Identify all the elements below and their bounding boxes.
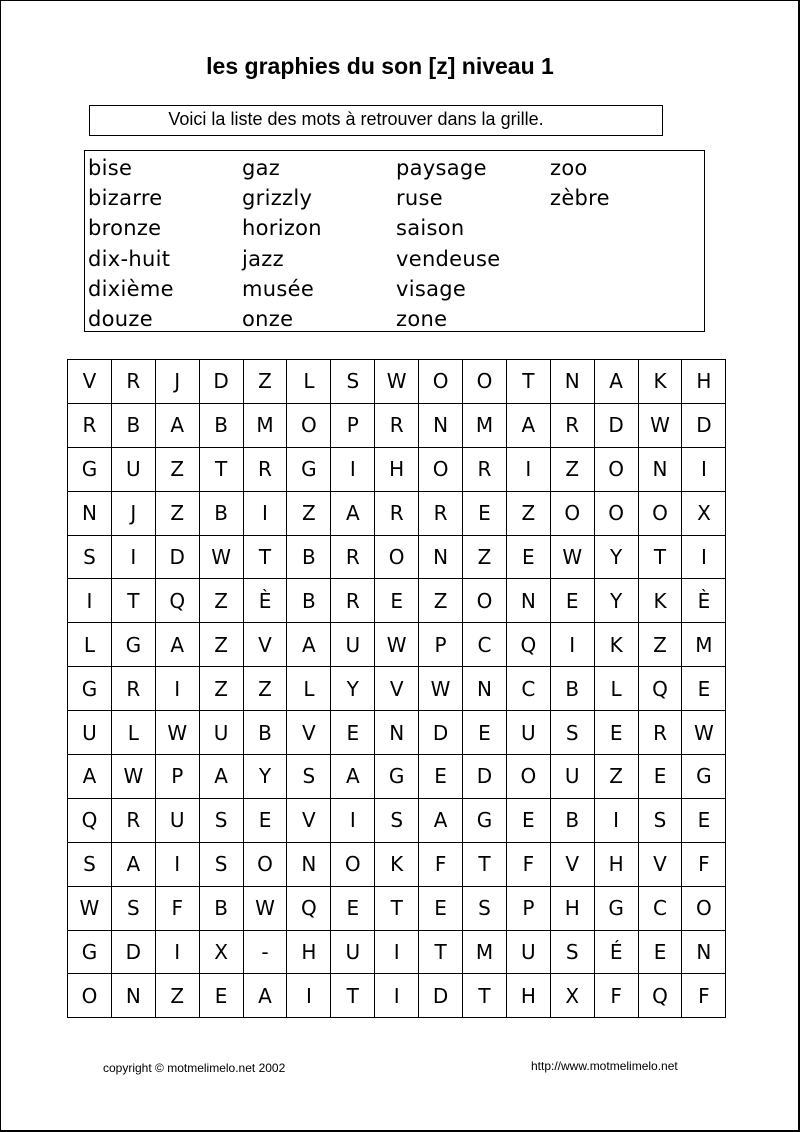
grid-cell[interactable]: I bbox=[287, 974, 331, 1018]
grid-cell[interactable]: F bbox=[682, 842, 726, 886]
grid-cell[interactable]: S bbox=[68, 842, 112, 886]
word-list bbox=[84, 150, 705, 332]
grid-cell[interactable]: A bbox=[594, 360, 638, 404]
grid-cell[interactable]: U bbox=[155, 798, 199, 842]
word-list-item: douze bbox=[88, 306, 153, 331]
grid-cell[interactable]: N bbox=[419, 535, 463, 579]
grid-cell[interactable]: È bbox=[682, 579, 726, 623]
grid-cell[interactable]: U bbox=[506, 711, 550, 755]
word-list-item: zoo bbox=[550, 156, 588, 180]
grid-cell[interactable]: Q bbox=[506, 623, 550, 667]
grid-cell[interactable]: B bbox=[243, 711, 287, 755]
grid-cell[interactable]: S bbox=[111, 886, 155, 930]
grid-row bbox=[68, 974, 726, 1018]
grid-cell[interactable]: Z bbox=[155, 974, 199, 1018]
grid-cell[interactable]: W bbox=[111, 755, 155, 799]
grid-cell[interactable]: È bbox=[243, 579, 287, 623]
word-list-item: bronze bbox=[88, 216, 162, 241]
copyright-notice: copyright © motmelimelo.net 2002 bbox=[103, 1061, 286, 1075]
grid-cell[interactable]: U bbox=[331, 930, 375, 974]
grid-cell[interactable]: K bbox=[594, 623, 638, 667]
grid-cell[interactable]: N bbox=[375, 711, 419, 755]
grid-row bbox=[68, 798, 726, 842]
grid-cell[interactable]: J bbox=[111, 491, 155, 535]
grid-cell[interactable]: G bbox=[68, 930, 112, 974]
grid-cell[interactable]: E bbox=[419, 886, 463, 930]
grid-cell[interactable]: A bbox=[111, 842, 155, 886]
grid-cell[interactable]: K bbox=[638, 579, 682, 623]
grid-cell[interactable]: E bbox=[506, 798, 550, 842]
grid-cell[interactable]: N bbox=[463, 667, 507, 711]
grid-cell[interactable]: B bbox=[111, 403, 155, 447]
word-list-column bbox=[550, 153, 610, 213]
grid-cell[interactable]: S bbox=[550, 930, 594, 974]
grid-cell[interactable]: A bbox=[68, 755, 112, 799]
grid-cell[interactable]: E bbox=[506, 535, 550, 579]
grid-cell[interactable]: E bbox=[243, 798, 287, 842]
grid-row bbox=[68, 667, 726, 711]
grid-cell[interactable]: W bbox=[155, 711, 199, 755]
grid-cell[interactable]: N bbox=[550, 360, 594, 404]
grid-cell[interactable]: W bbox=[638, 403, 682, 447]
grid-cell[interactable]: I bbox=[331, 447, 375, 491]
grid-cell[interactable]: K bbox=[638, 360, 682, 404]
word-list-item: musée bbox=[242, 276, 315, 301]
page-title: les graphies du son [z] niveau 1 bbox=[206, 53, 554, 79]
grid-cell[interactable]: W bbox=[375, 360, 419, 404]
grid-cell[interactable]: W bbox=[419, 667, 463, 711]
grid-cell[interactable]: I bbox=[155, 842, 199, 886]
grid-cell[interactable]: Z bbox=[287, 491, 331, 535]
grid-cell[interactable]: Z bbox=[199, 579, 243, 623]
grid-cell[interactable]: B bbox=[287, 535, 331, 579]
grid-cell[interactable]: L bbox=[68, 623, 112, 667]
grid-cell[interactable]: D bbox=[155, 535, 199, 579]
grid-cell[interactable]: D bbox=[111, 930, 155, 974]
grid-cell[interactable]: S bbox=[375, 798, 419, 842]
word-list-item: zèbre bbox=[550, 186, 610, 211]
grid-cell[interactable]: I bbox=[594, 798, 638, 842]
grid-cell[interactable]: Z bbox=[419, 579, 463, 623]
grid-cell[interactable]: G bbox=[68, 667, 112, 711]
grid-cell[interactable]: I bbox=[375, 974, 419, 1018]
grid-cell[interactable]: U bbox=[111, 447, 155, 491]
grid-cell[interactable]: N bbox=[506, 579, 550, 623]
grid-cell[interactable]: T bbox=[506, 360, 550, 404]
grid-cell[interactable]: D bbox=[199, 360, 243, 404]
grid-cell[interactable]: S bbox=[68, 535, 112, 579]
grid-cell[interactable]: H bbox=[506, 974, 550, 1018]
grid-cell[interactable]: R bbox=[550, 403, 594, 447]
grid-cell[interactable]: X bbox=[199, 930, 243, 974]
word-list-column bbox=[396, 153, 500, 334]
grid-cell[interactable]: U bbox=[506, 930, 550, 974]
grid-cell[interactable]: F bbox=[682, 974, 726, 1018]
grid-cell[interactable]: O bbox=[463, 579, 507, 623]
grid-cell[interactable]: E bbox=[594, 711, 638, 755]
grid-cell[interactable]: T bbox=[243, 535, 287, 579]
grid-cell[interactable]: T bbox=[419, 930, 463, 974]
grid-cell[interactable]: U bbox=[331, 623, 375, 667]
grid-cell[interactable]: V bbox=[287, 798, 331, 842]
grid-cell[interactable]: E bbox=[682, 667, 726, 711]
grid-cell[interactable]: T bbox=[375, 886, 419, 930]
grid-cell[interactable]: R bbox=[243, 447, 287, 491]
grid-row bbox=[68, 360, 726, 404]
grid-cell[interactable]: R bbox=[638, 711, 682, 755]
grid-row bbox=[68, 535, 726, 579]
grid-cell[interactable]: Q bbox=[68, 798, 112, 842]
grid-cell[interactable]: I bbox=[243, 491, 287, 535]
grid-cell[interactable]: E bbox=[550, 579, 594, 623]
word-list-item: gaz bbox=[242, 156, 281, 180]
grid-cell[interactable]: P bbox=[419, 623, 463, 667]
grid-cell[interactable]: I bbox=[155, 667, 199, 711]
grid-cell[interactable]: Z bbox=[638, 623, 682, 667]
grid-cell[interactable]: N bbox=[287, 842, 331, 886]
grid-cell[interactable]: S bbox=[199, 842, 243, 886]
grid-cell[interactable]: I bbox=[682, 447, 726, 491]
grid-cell[interactable]: S bbox=[199, 798, 243, 842]
grid-cell[interactable]: M bbox=[463, 403, 507, 447]
word-list-item: horizon bbox=[242, 216, 322, 241]
grid-cell[interactable]: R bbox=[331, 535, 375, 579]
grid-cell[interactable]: K bbox=[375, 842, 419, 886]
grid-cell[interactable]: X bbox=[682, 491, 726, 535]
grid-cell[interactable]: E bbox=[463, 711, 507, 755]
grid-cell[interactable]: N bbox=[111, 974, 155, 1018]
grid-cell[interactable]: Z bbox=[463, 535, 507, 579]
grid-cell[interactable]: T bbox=[331, 974, 375, 1018]
grid-cell[interactable]: I bbox=[550, 623, 594, 667]
grid-cell[interactable]: C bbox=[506, 667, 550, 711]
grid-cell[interactable]: Z bbox=[594, 755, 638, 799]
grid-cell[interactable]: W bbox=[682, 711, 726, 755]
grid-cell[interactable]: L bbox=[594, 667, 638, 711]
grid-cell[interactable]: L bbox=[287, 360, 331, 404]
grid-cell[interactable]: F bbox=[506, 842, 550, 886]
grid-cell[interactable]: S bbox=[331, 360, 375, 404]
grid-cell[interactable]: F bbox=[419, 842, 463, 886]
grid-cell[interactable]: H bbox=[550, 886, 594, 930]
grid-cell[interactable]: R bbox=[111, 798, 155, 842]
grid-cell[interactable]: D bbox=[682, 403, 726, 447]
word-list-item: jazz bbox=[242, 246, 284, 271]
grid-cell[interactable]: Q bbox=[155, 579, 199, 623]
word-list-item: bise bbox=[88, 156, 133, 180]
grid-cell[interactable]: V bbox=[375, 667, 419, 711]
grid-cell[interactable]: Q bbox=[638, 974, 682, 1018]
grid-cell[interactable]: H bbox=[682, 360, 726, 404]
grid-cell[interactable]: A bbox=[419, 798, 463, 842]
grid-cell[interactable]: R bbox=[375, 491, 419, 535]
grid-cell[interactable]: E bbox=[331, 711, 375, 755]
grid-cell[interactable]: I bbox=[331, 798, 375, 842]
grid-cell[interactable]: Q bbox=[638, 667, 682, 711]
grid-cell[interactable]: R bbox=[111, 360, 155, 404]
grid-cell[interactable]: W bbox=[243, 886, 287, 930]
grid-cell[interactable]: B bbox=[199, 491, 243, 535]
grid-cell[interactable]: A bbox=[331, 755, 375, 799]
grid-cell[interactable]: E bbox=[375, 579, 419, 623]
grid-cell[interactable]: R bbox=[68, 403, 112, 447]
grid-cell[interactable]: W bbox=[68, 886, 112, 930]
grid-cell[interactable]: A bbox=[155, 623, 199, 667]
grid-cell[interactable]: R bbox=[111, 667, 155, 711]
grid-cell[interactable]: A bbox=[506, 403, 550, 447]
grid-cell[interactable]: O bbox=[419, 447, 463, 491]
grid-cell[interactable]: E bbox=[463, 491, 507, 535]
word-list-item: onze bbox=[242, 306, 294, 331]
grid-cell[interactable]: O bbox=[638, 491, 682, 535]
word-list-column bbox=[88, 153, 174, 334]
grid-cell[interactable]: N bbox=[419, 403, 463, 447]
grid-cell[interactable]: Y bbox=[594, 535, 638, 579]
grid-cell[interactable]: G bbox=[68, 447, 112, 491]
grid-cell[interactable]: T bbox=[111, 579, 155, 623]
word-list-item: dix-huit bbox=[88, 246, 171, 271]
grid-cell[interactable]: O bbox=[682, 886, 726, 930]
grid-row bbox=[68, 403, 726, 447]
grid-cell[interactable]: M bbox=[243, 403, 287, 447]
grid-row bbox=[68, 491, 726, 535]
grid-cell[interactable]: G bbox=[682, 755, 726, 799]
grid-cell[interactable]: O bbox=[375, 535, 419, 579]
grid-cell[interactable]: S bbox=[463, 886, 507, 930]
grid-cell[interactable]: T bbox=[463, 842, 507, 886]
instructions-text: Voici la liste des mots à retrouver dans la grille. bbox=[168, 109, 544, 129]
grid-cell[interactable]: É bbox=[594, 930, 638, 974]
word-list-item: vendeuse bbox=[396, 246, 501, 271]
grid-cell[interactable]: R bbox=[463, 447, 507, 491]
grid-cell[interactable]: B bbox=[550, 798, 594, 842]
grid-cell[interactable]: O bbox=[506, 755, 550, 799]
grid-cell[interactable]: B bbox=[287, 579, 331, 623]
grid-cell[interactable]: E bbox=[638, 755, 682, 799]
grid-cell[interactable]: I bbox=[68, 579, 112, 623]
word-list-item: saison bbox=[396, 216, 465, 241]
grid-cell[interactable]: F bbox=[594, 974, 638, 1018]
grid-cell[interactable]: P bbox=[506, 886, 550, 930]
grid-cell[interactable]: Z bbox=[199, 623, 243, 667]
grid-cell[interactable]: Z bbox=[506, 491, 550, 535]
grid-cell[interactable]: T bbox=[199, 447, 243, 491]
grid-cell[interactable]: G bbox=[594, 886, 638, 930]
grid-cell[interactable]: W bbox=[550, 535, 594, 579]
grid-cell[interactable]: V bbox=[287, 711, 331, 755]
grid-cell[interactable]: U bbox=[199, 711, 243, 755]
word-list-item: bizarre bbox=[88, 186, 163, 211]
grid-cell[interactable]: Z bbox=[243, 360, 287, 404]
grid-cell[interactable]: G bbox=[375, 755, 419, 799]
grid-cell[interactable]: E bbox=[419, 755, 463, 799]
grid-row bbox=[68, 755, 726, 799]
grid-cell[interactable]: E bbox=[638, 930, 682, 974]
grid-cell[interactable]: W bbox=[375, 623, 419, 667]
grid-cell[interactable]: Y bbox=[331, 667, 375, 711]
grid-cell[interactable]: V bbox=[68, 360, 112, 404]
grid-cell[interactable]: S bbox=[638, 798, 682, 842]
grid-cell[interactable]: E bbox=[199, 974, 243, 1018]
grid-row bbox=[68, 886, 726, 930]
grid-cell[interactable]: C bbox=[638, 886, 682, 930]
word-search-grid bbox=[67, 359, 726, 1018]
grid-cell[interactable]: O bbox=[331, 842, 375, 886]
grid-cell[interactable]: L bbox=[111, 711, 155, 755]
grid-cell[interactable]: H bbox=[375, 447, 419, 491]
word-list-item: paysage bbox=[396, 156, 487, 180]
grid-cell[interactable]: A bbox=[331, 491, 375, 535]
word-list-item: dixième bbox=[88, 276, 174, 301]
grid-cell[interactable]: N bbox=[682, 930, 726, 974]
grid-cell[interactable]: E bbox=[682, 798, 726, 842]
grid-cell[interactable]: I bbox=[375, 930, 419, 974]
grid-cell[interactable]: C bbox=[463, 623, 507, 667]
grid-row bbox=[68, 623, 726, 667]
grid-cell[interactable]: O bbox=[243, 842, 287, 886]
grid-row bbox=[68, 711, 726, 755]
grid-cell[interactable]: I bbox=[111, 535, 155, 579]
grid-cell[interactable]: - bbox=[243, 930, 287, 974]
grid-cell[interactable]: A bbox=[287, 623, 331, 667]
grid-cell[interactable]: H bbox=[287, 930, 331, 974]
instructions-box bbox=[89, 105, 663, 136]
grid-cell[interactable]: Z bbox=[243, 667, 287, 711]
grid-cell[interactable]: N bbox=[68, 491, 112, 535]
grid-row bbox=[68, 842, 726, 886]
grid-cell[interactable]: H bbox=[594, 842, 638, 886]
word-list-item: visage bbox=[396, 276, 467, 301]
grid-cell[interactable]: A bbox=[155, 403, 199, 447]
grid-cell[interactable]: B bbox=[550, 667, 594, 711]
grid-row bbox=[68, 447, 726, 491]
grid-cell[interactable]: D bbox=[419, 711, 463, 755]
grid-cell[interactable]: A bbox=[243, 974, 287, 1018]
grid-row bbox=[68, 579, 726, 623]
grid-cell[interactable]: Z bbox=[199, 667, 243, 711]
grid-cell[interactable]: B bbox=[199, 886, 243, 930]
grid-row bbox=[68, 930, 726, 974]
grid-cell[interactable]: V bbox=[550, 842, 594, 886]
grid-cell[interactable]: W bbox=[199, 535, 243, 579]
grid-cell[interactable]: L bbox=[287, 667, 331, 711]
grid-cell[interactable]: O bbox=[463, 360, 507, 404]
grid-cell[interactable]: E bbox=[331, 886, 375, 930]
grid-cell[interactable]: T bbox=[638, 535, 682, 579]
grid-cell[interactable]: Z bbox=[155, 491, 199, 535]
grid-cell[interactable]: O bbox=[550, 491, 594, 535]
grid-cell[interactable]: S bbox=[287, 755, 331, 799]
grid-cell[interactable]: I bbox=[506, 447, 550, 491]
grid-cell[interactable]: G bbox=[111, 623, 155, 667]
grid-cell[interactable]: S bbox=[550, 711, 594, 755]
grid-cell[interactable]: F bbox=[155, 886, 199, 930]
grid-cell[interactable]: J bbox=[155, 360, 199, 404]
grid-cell[interactable]: G bbox=[287, 447, 331, 491]
grid-cell[interactable]: I bbox=[682, 535, 726, 579]
grid-cell[interactable]: B bbox=[199, 403, 243, 447]
grid-cell[interactable]: G bbox=[463, 798, 507, 842]
grid-cell[interactable]: Z bbox=[155, 447, 199, 491]
grid-cell[interactable]: A bbox=[199, 755, 243, 799]
grid-cell[interactable]: X bbox=[550, 974, 594, 1018]
grid-cell[interactable]: U bbox=[68, 711, 112, 755]
grid-cell[interactable]: M bbox=[682, 623, 726, 667]
grid-cell[interactable]: Y bbox=[243, 755, 287, 799]
grid-cell[interactable]: O bbox=[287, 403, 331, 447]
grid-cell[interactable]: O bbox=[68, 974, 112, 1018]
website-link[interactable]: http://www.motmelimelo.net bbox=[531, 1059, 678, 1073]
grid-cell[interactable]: R bbox=[419, 491, 463, 535]
grid-cell[interactable]: Z bbox=[550, 447, 594, 491]
word-list-column bbox=[242, 153, 322, 334]
grid-cell[interactable]: R bbox=[375, 403, 419, 447]
grid-cell[interactable]: M bbox=[463, 930, 507, 974]
grid-cell[interactable]: O bbox=[594, 491, 638, 535]
word-list-item: zone bbox=[396, 306, 448, 331]
grid-cell[interactable]: V bbox=[243, 623, 287, 667]
grid-cell[interactable]: D bbox=[594, 403, 638, 447]
grid-cell[interactable]: Q bbox=[287, 886, 331, 930]
grid-cell[interactable]: O bbox=[594, 447, 638, 491]
grid-cell[interactable]: R bbox=[331, 579, 375, 623]
grid-cell[interactable]: P bbox=[331, 403, 375, 447]
word-list-item: ruse bbox=[396, 186, 444, 211]
grid-cell[interactable]: T bbox=[463, 974, 507, 1018]
grid-cell[interactable]: Y bbox=[594, 579, 638, 623]
grid-cell[interactable]: O bbox=[419, 360, 463, 404]
grid-cell[interactable]: U bbox=[550, 755, 594, 799]
grid-cell[interactable]: N bbox=[638, 447, 682, 491]
grid-cell[interactable]: P bbox=[155, 755, 199, 799]
grid-cell[interactable]: D bbox=[419, 974, 463, 1018]
grid-cell[interactable]: I bbox=[155, 930, 199, 974]
grid-cell[interactable]: D bbox=[463, 755, 507, 799]
grid-cell[interactable]: V bbox=[638, 842, 682, 886]
word-list-item: grizzly bbox=[242, 186, 313, 211]
